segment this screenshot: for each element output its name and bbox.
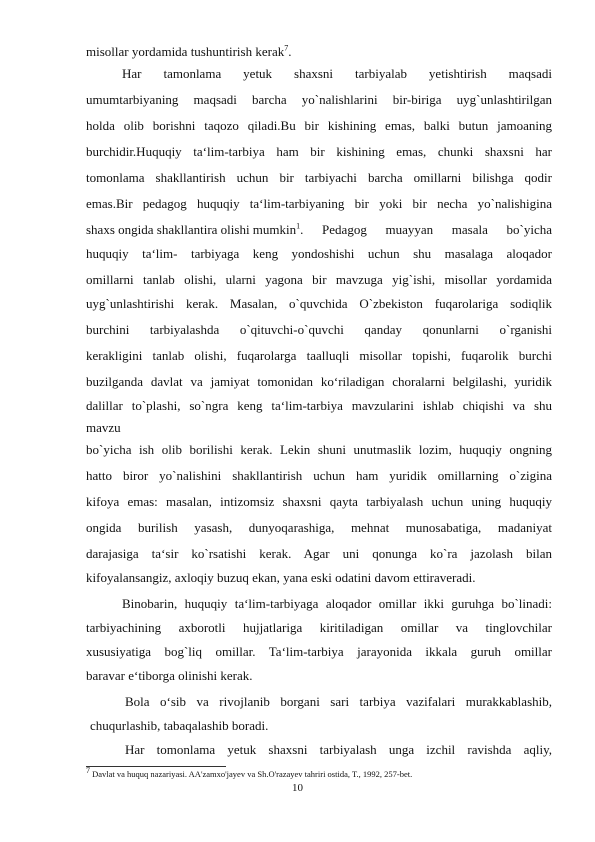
text-line-5: burchidir.Huquqiy ta‘lim-tarbiya ham bir kishining emas, chunki shaxsni har [86, 144, 552, 159]
text-line-12: burchini tarbiyalashda o`qituvchi-o`quvchi qanday qonunlarni o`rganishi [86, 322, 552, 337]
footnote [86, 766, 413, 780]
text-line-1: misollar yordamida tushuntirish kerak$^7$. [86, 43, 292, 59]
footnote-text: Davlat va huquq nazariyasi. AA'zamxo'jayev va Sh.O'razayev tahriri ostida, T., 1992, 257-bet. [90, 769, 413, 779]
text-line-26: baravar e‘tiborga olinishi kerak. [86, 668, 253, 683]
text-line-18: hatto biror yo`nalishini shakllantirish uchun ham yuridik omillarning o`zigina [86, 468, 552, 483]
text-line-10: omillarni tanlab olishi, ularni yagona bir mavzuga yig`ishi, misollar yordamida [86, 272, 552, 287]
text-line-3: umumtarbiyaning maqsadi barcha yo`nalishlarini bir-biriga uyg`unlashtirilgan [86, 92, 552, 107]
text-line-21: darajasiga ta‘sir ko`rsatishi kerak. Agar uni qonunga ko`ra jazolash bilan [86, 546, 552, 561]
text-line-25: xususiyatiga bog`liq omillar. Ta‘lim-tarbiya jarayonida ikkala guruh omillar [86, 644, 552, 659]
text-line-13: kerakligini tanlab olishi, fuqarolarga taalluqli misollar topishi, fuqarolik burchi [86, 348, 552, 363]
text-line-14: buzilganda davlat va jamiyat tomonidan ko‘riladigan choralarni belgilashi, yuridik [86, 374, 552, 389]
text-line-9: huquqiy ta‘lim- tarbiyaga keng yondoshishi uchun shu masalaga aloqador [86, 246, 552, 261]
text-line-27: Bola o‘sib va rivojlanib borgani sari tarbiya vazifalari murakkablashib, [125, 694, 552, 709]
text-line-24: tarbiyachining axborotli hujjatlariga kiritiladigan omillar va tinglovchilar [86, 620, 552, 635]
text-line-7: emas.Bir pedagog huquqiy ta‘lim-tarbiyaning bir yoki bir necha yo`nalishigina [86, 196, 552, 211]
text-line-20: ongida burilish yasash, dunyoqarashiga, mehnat munosabatiga, madaniyat [86, 520, 552, 535]
footnote-mark: 7 [86, 766, 90, 776]
page-number: 10 [292, 782, 303, 794]
text-line-2: Har tamonlama yetuk shaxsni tarbiyalab yetishtirish maqsadi [122, 66, 552, 81]
text-line-11: uyg`unlashtirishi kerak. Masalan, o`quvchida O`zbekiston fuqarolariga sodiqlik [86, 296, 552, 311]
text-line-6: tomonlama shakllantirish uchun bir tarbiyachi barcha omillarni bilishga qodir [86, 170, 552, 185]
text-line-8: shaxs ongida shakllantira olishi mumkin$^1$ . Pedagog muayyan masala bo`yicha [86, 221, 552, 237]
footnote-separator [86, 766, 226, 767]
footnote-ref-7: 7 [284, 43, 289, 53]
text-line-4: holda olib borishni taqozo qiladi.Bu bir kishining emas, balki butun jamoaning [86, 118, 552, 133]
text-line-17: bo`yicha ish olib borilishi kerak. Lekin shuni unutmaslik lozim, huquqiy ongning [86, 442, 552, 457]
text-line-29: Har tomonlama yetuk shaxsni tarbiyalash unga izchil ravishda aqliy, [125, 742, 552, 757]
text-line-22: kifoyalansangiz, axloqiy buzuq ekan, yana eski odatini davom ettiraveradi. [86, 570, 476, 585]
text-line-23: Binobarin, huquqiy ta‘lim-tarbiyaga aloqador omillar ikki guruhga bo`linadi: [122, 596, 552, 611]
text-line-16: mavzu [86, 420, 121, 435]
text-line-28: chuqurlashib, tabaqalashib boradi. [90, 718, 269, 733]
footnote-ref-1: 1 [296, 221, 301, 231]
text-line-15: dalillar to`plashi, so`ngra keng ta‘lim-tarbiya mavzularini ishlab chiqishi va shu [86, 398, 552, 413]
text-line-19: kifoya emas: masalan, intizomsiz shaxsni qayta tarbiyalash uchun uning huquqiy [86, 494, 552, 509]
